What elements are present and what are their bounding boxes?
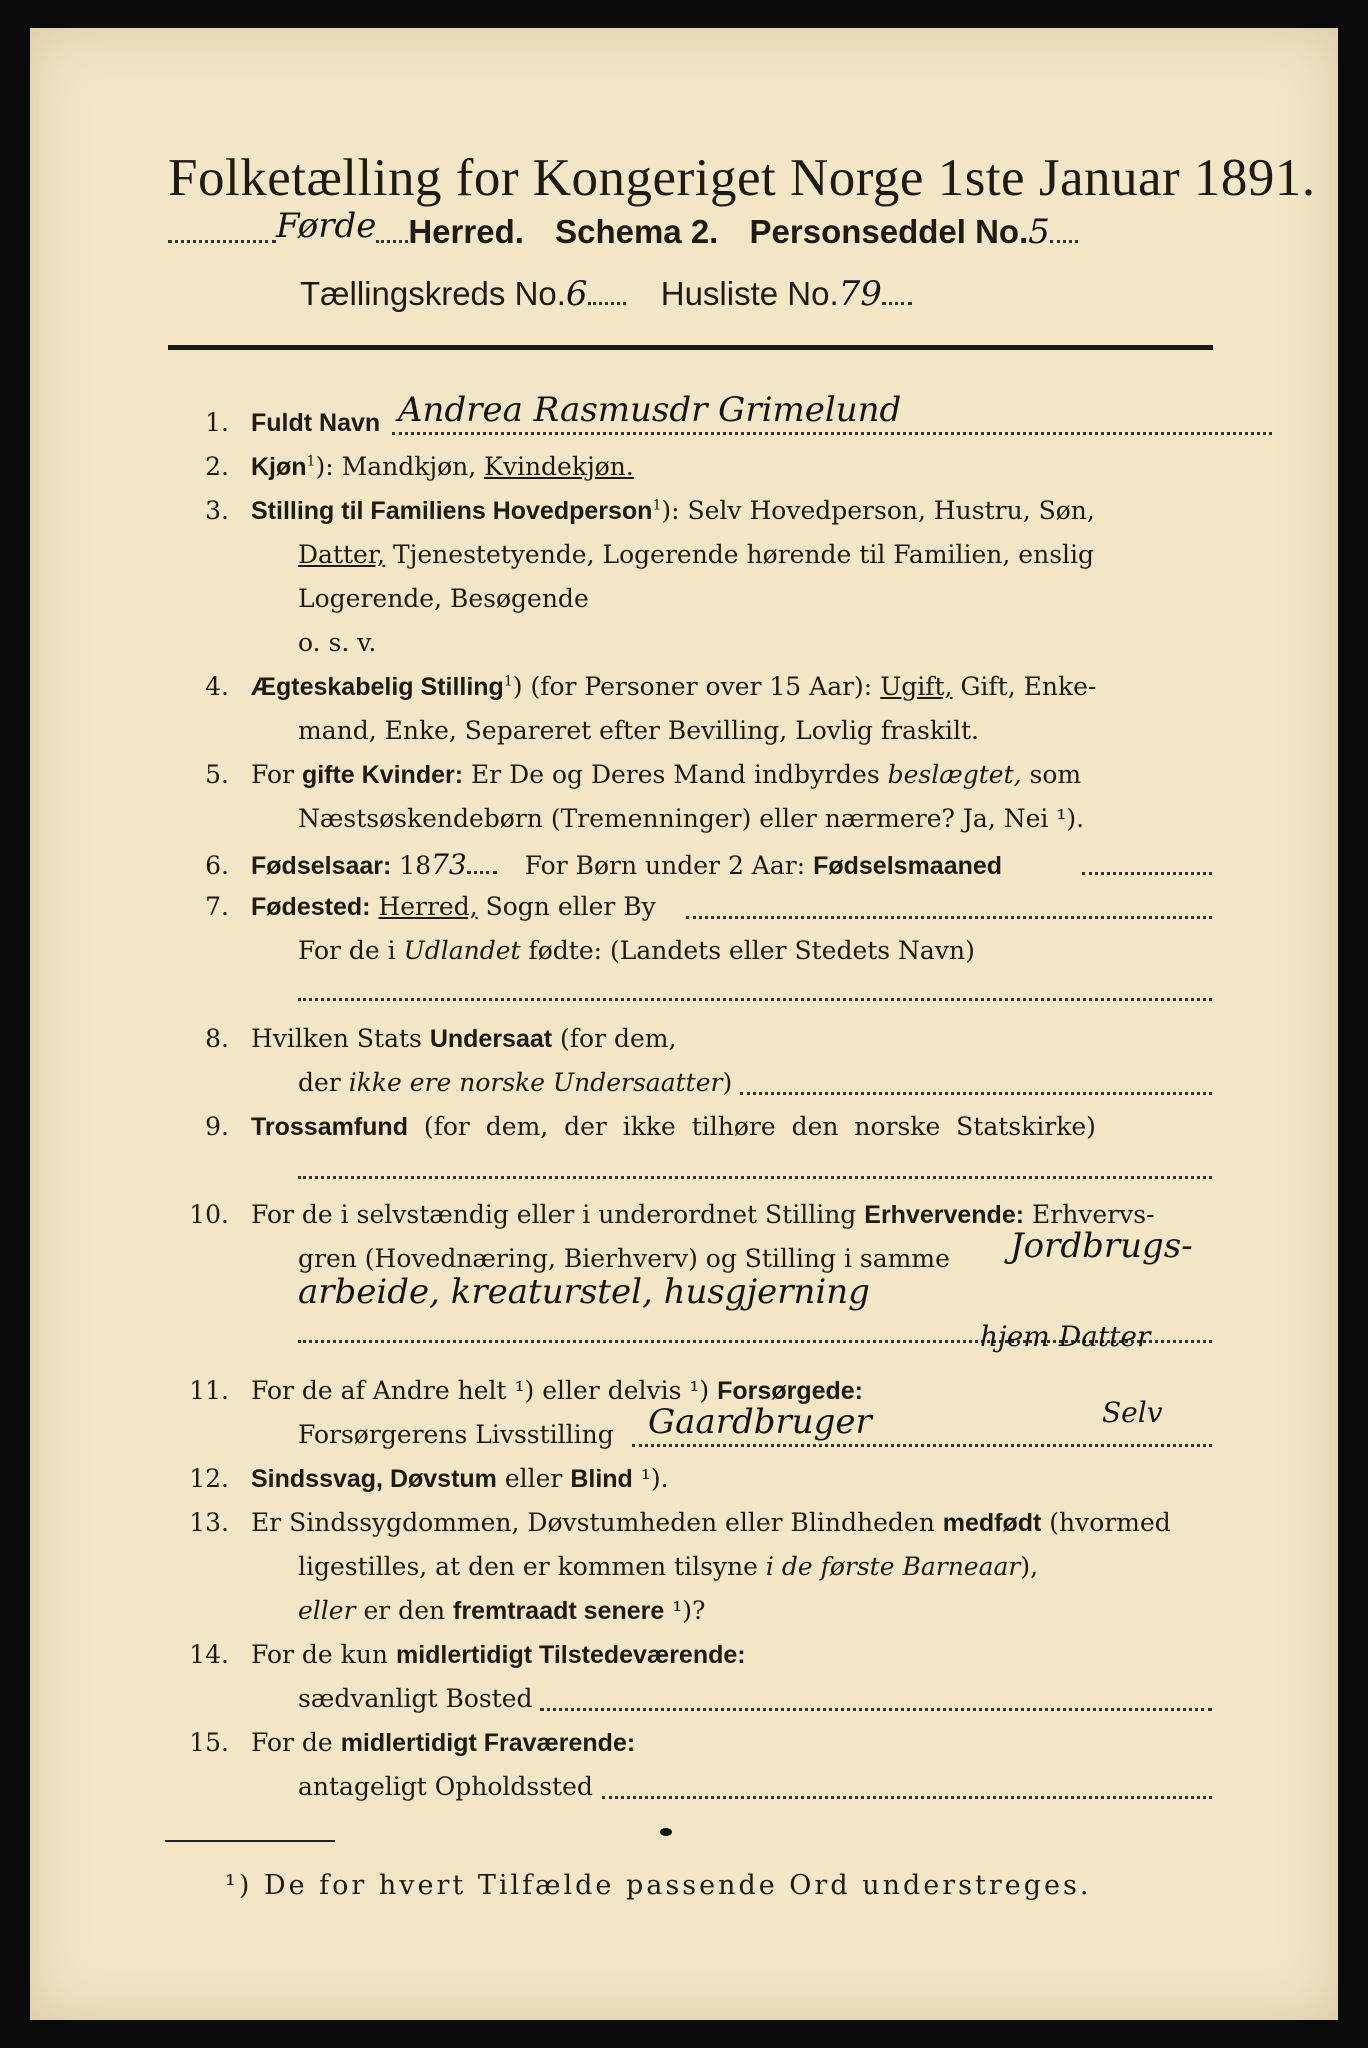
item-label: Fødselsmaaned (813, 852, 1003, 880)
item-5-line-2: Næstsøskendebørn (Tremenninger) eller nærmere? Ja, Nei ¹). (298, 804, 1085, 833)
item-text: For de kun (251, 1640, 396, 1669)
item-13-line-3 (298, 1596, 705, 1626)
item-text: For de i (298, 936, 404, 965)
answer-line (686, 916, 1212, 919)
item-number: 5. (205, 760, 229, 789)
item-text: (for dem, der ikke tilhøre den norske Statskirke) (407, 1112, 1096, 1141)
item-13 (165, 1508, 1171, 1538)
option-text: ): Mandkjøn, (315, 452, 477, 481)
kreds-value: 6 (565, 274, 588, 314)
birth-year-answer: 73 (431, 848, 467, 881)
item-7 (165, 892, 656, 922)
husliste-label: Husliste No. (660, 275, 839, 312)
item-label: Fødested: (251, 893, 371, 921)
item-text: For (251, 760, 302, 789)
item-7-line-2 (298, 936, 975, 965)
item-number: 14. (189, 1640, 229, 1669)
item-8-line-2 (298, 1068, 732, 1097)
form-title: Folketælling for Kongeriget Norge 1ste Januar 1891. (168, 149, 1316, 207)
footnote-ref: 1 (306, 453, 316, 470)
option-text: ): Selv Hovedperson, Hustru, Søn, (661, 496, 1095, 525)
herred-label: Herred. (408, 213, 524, 250)
item-number: 9. (205, 1112, 229, 1141)
provider-note-answer: Selv (1102, 1396, 1163, 1429)
item-text: For de i selvstændig eller i underordnet Stilling (251, 1200, 865, 1229)
answer-line (392, 432, 1272, 435)
header-rule (168, 345, 1213, 350)
item-text: Hvilken Stats (251, 1024, 430, 1053)
occupation-answer-3: hjem Datter (980, 1320, 1151, 1353)
item-text-italic: beslægtet, (887, 760, 1022, 789)
answer-line (602, 1796, 1212, 1799)
provider-occupation-answer: Gaardbruger (648, 1402, 872, 1442)
personseddel-value: 5 (1028, 212, 1050, 252)
answer-line (632, 1444, 1212, 1447)
item-number: 6. (205, 851, 229, 880)
item-text: ) (722, 1068, 733, 1097)
item-label: Sindssvag, Døvstum (251, 1465, 497, 1493)
answer-line (298, 1176, 1212, 1179)
kreds-label: Tællingskreds No. (300, 275, 566, 312)
item-text: For de (251, 1728, 341, 1757)
year-prefix: 18 (399, 851, 432, 880)
item-15-line-2: antageligt Opholdssted (298, 1772, 593, 1801)
option-text: Tjenestetyende, Logerende hørende til Familien, enslig (385, 540, 1095, 569)
item-number: 15. (189, 1728, 229, 1757)
item-3 (165, 496, 1095, 526)
item-8 (165, 1024, 676, 1054)
header-line-kreds (300, 274, 912, 314)
item-label: midlertidigt Fraværende: (340, 1729, 636, 1757)
item-15 (165, 1728, 635, 1758)
answer-line (540, 1708, 1212, 1711)
item-number: 2. (205, 452, 229, 481)
item-text: Erhvervs- (1024, 1200, 1155, 1229)
footnote-ref: 1 (503, 673, 513, 690)
item-label: Undersaat (429, 1025, 553, 1053)
item-label: Fødselsaar: (251, 852, 392, 880)
item-number: 12. (189, 1464, 229, 1493)
option-kvindekjon-underlined: Kvindekjøn. (484, 452, 634, 481)
footnote-rule (165, 1840, 335, 1842)
item-label: Blind (570, 1465, 633, 1493)
item-14-line-2: sædvanligt Bosted (298, 1684, 533, 1713)
footnote-ref: 1 (652, 497, 662, 514)
item-number: 8. (205, 1024, 229, 1053)
item-text: ligestilles, at den er kommen tilsyne (298, 1552, 766, 1581)
item-label: Stilling til Familiens Hovedperson (251, 497, 653, 525)
item-label: Ægteskabelig Stilling (251, 673, 504, 701)
item-text: For Børn under 2 Aar: (524, 851, 814, 880)
answer-line (740, 1092, 1212, 1095)
name-answer: Andrea Rasmusdr Grimelund (398, 390, 902, 430)
item-text: (for dem, (552, 1024, 677, 1053)
item-text: ¹). (632, 1464, 669, 1493)
item-13-line-2 (298, 1552, 1038, 1581)
item-text: eller (496, 1464, 571, 1493)
item-3-line-3: Logerende, Besøgende (298, 584, 589, 613)
item-2 (165, 452, 634, 482)
item-text: der (298, 1068, 349, 1097)
item-4 (165, 672, 1096, 702)
personseddel-label: Personseddel No. (749, 213, 1029, 250)
item-9 (165, 1112, 1096, 1142)
item-text: ), (1020, 1552, 1039, 1581)
item-10-line-2: gren (Hovednæring, Bierhverv) og Stilling i samme (298, 1244, 950, 1273)
item-label: medfødt (942, 1509, 1042, 1537)
item-text: som (1021, 760, 1082, 789)
item-label: gifte Kvinder: (301, 761, 464, 789)
answer-line (298, 998, 1212, 1001)
item-14 (165, 1640, 746, 1670)
item-text: (hvormed (1041, 1508, 1171, 1537)
item-text: For de af Andre helt ¹) eller delvis ¹) (251, 1376, 718, 1405)
item-text: fødte: (Landets eller Stedets Navn) (520, 936, 975, 965)
husliste-value: 79 (838, 274, 882, 314)
item-text: Sogn eller By (477, 892, 656, 921)
item-text: Er Sindssygdommen, Døvstumheden eller Blindheden (251, 1508, 943, 1537)
item-number: 10. (189, 1200, 229, 1229)
item-11-line-2: Forsørgerens Livsstilling (298, 1420, 614, 1449)
occupation-answer-1: Jordbrugs- (1010, 1226, 1193, 1266)
item-number: 4. (205, 672, 229, 701)
item-number: 13. (189, 1508, 229, 1537)
item-number: 1. (205, 408, 229, 437)
option-ugift-underlined: Ugift, (880, 672, 953, 701)
header-line-herred (168, 206, 1078, 252)
item-label: Forsørgede: (717, 1377, 863, 1405)
item-label: Erhvervende: (864, 1201, 1025, 1229)
item-6 (165, 848, 1002, 881)
item-text: er den (355, 1596, 454, 1625)
item-10 (165, 1200, 1155, 1230)
ink-dot (660, 1828, 672, 1836)
item-12 (165, 1464, 669, 1494)
item-text: Er De og Deres Mand indbyrdes (463, 760, 888, 789)
item-number: 7. (205, 892, 229, 921)
option-herred-underlined: Herred, (378, 892, 478, 921)
item-text-italic: ikke ere norske Undersaatter (348, 1068, 723, 1097)
item-1 (165, 408, 380, 438)
footnote: ¹) De for hvert Tilfælde passende Ord understreges. (225, 1870, 1092, 1901)
item-text-italic: eller (298, 1596, 356, 1625)
option-text: ) (for Personer over 15 Aar): (512, 672, 881, 701)
item-label: Fuldt Navn (251, 409, 381, 437)
option-datter-underlined: Datter, (298, 540, 385, 569)
herred-value: Førde (276, 206, 377, 246)
item-text-italic: i de første Barneaar (765, 1552, 1021, 1581)
item-3-line-4: o. s. v. (298, 628, 377, 657)
item-3-line-2 (298, 540, 1094, 569)
item-5 (165, 760, 1081, 790)
item-label: midlertidigt Tilstedeværende: (395, 1641, 746, 1669)
schema-label: Schema 2. (555, 213, 719, 250)
item-label: fremtraadt senere (453, 1597, 665, 1625)
item-number: 3. (205, 496, 229, 525)
option-text: Gift, Enke- (952, 672, 1097, 701)
item-number: 11. (189, 1376, 229, 1405)
answer-line (1082, 872, 1212, 875)
item-4-line-2: mand, Enke, Separeret efter Bevilling, Lovlig fraskilt. (298, 716, 979, 745)
item-label: Kjøn (251, 453, 307, 481)
item-text-italic: Udlandet (403, 936, 521, 965)
occupation-answer-2: arbeide, kreaturstel, husgjerning (298, 1272, 870, 1312)
item-text: ¹)? (664, 1596, 706, 1625)
item-label: Trossamfund (251, 1113, 408, 1141)
